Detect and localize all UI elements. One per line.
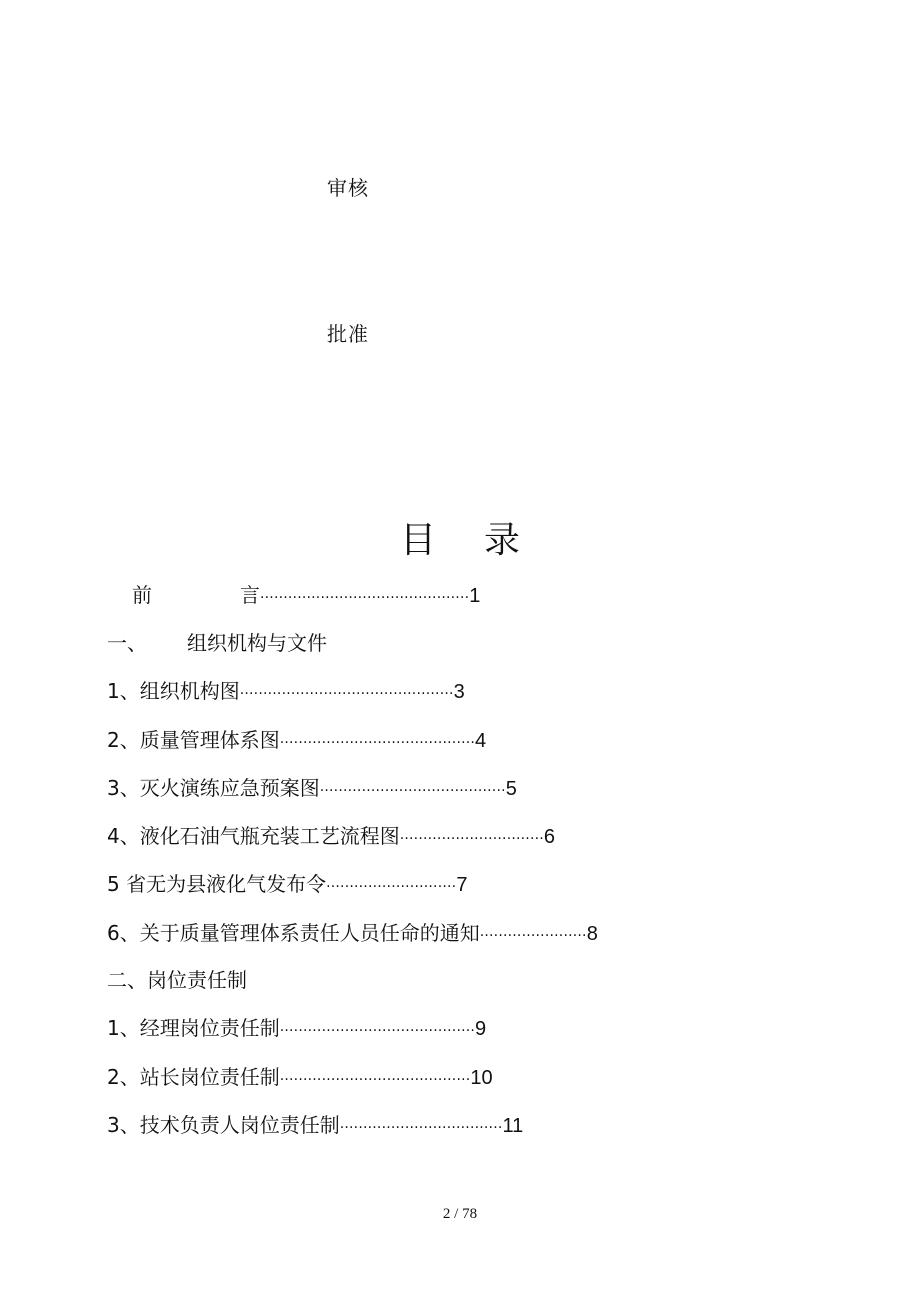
toc-entry-text: 3、灭火演练应急预案图: [107, 776, 320, 800]
approve-label: 批准: [327, 322, 369, 346]
toc-page-number: 1: [469, 585, 481, 607]
toc-leader-dots: ·······················: [479, 928, 587, 944]
section-number: 一、: [107, 631, 147, 655]
toc-leader-dots: ·············································: [260, 590, 470, 606]
toc-page-number: 10: [470, 1067, 493, 1089]
toc-title-left: 目: [399, 520, 436, 561]
toc-entry[interactable]: [107, 1110, 523, 1140]
toc-leader-dots: ········································: [319, 783, 506, 799]
toc-entry[interactable]: [107, 773, 517, 803]
toc-section-heading-1[interactable]: [107, 628, 327, 658]
toc-entry[interactable]: [107, 1062, 493, 1092]
toc-page-number: 4: [475, 730, 487, 752]
toc-entry[interactable]: [107, 725, 486, 755]
section-title: 组织机构与文件: [187, 631, 327, 655]
toc-page-number: 5: [505, 778, 517, 800]
toc-entry-text: 2、站长岗位责任制: [107, 1065, 280, 1089]
toc-entry[interactable]: [107, 821, 555, 851]
toc-page-number: 8: [586, 923, 598, 945]
toc-leader-dots: ··········································: [279, 735, 476, 751]
toc-entry-text: 1、组织机构图: [107, 679, 240, 703]
toc-page-number: 9: [475, 1018, 487, 1040]
toc-entry-text: 4、液化石油气瓶充装工艺流程图: [107, 824, 400, 848]
page-number: 2 / 78: [442, 1206, 478, 1222]
toc-leader-dots: ··············································: [239, 686, 454, 702]
toc-section-heading-2[interactable]: [107, 965, 247, 995]
toc-entry[interactable]: [107, 676, 465, 706]
toc-entry[interactable]: [107, 918, 598, 948]
toc-entry-text: 5 省无为县液化气发布令: [107, 872, 327, 896]
toc-title-right: 录: [484, 520, 521, 561]
toc-entry-text: 6、关于质量管理体系责任人员任命的通知: [107, 921, 480, 945]
toc-entry[interactable]: [107, 1013, 486, 1043]
toc-page-number: 11: [502, 1115, 524, 1137]
section-title: 二、岗位责任制: [107, 968, 247, 992]
toc-leader-dots: ·········································: [279, 1072, 471, 1088]
toc-leader-dots: ····························: [326, 879, 457, 895]
foreword-left: 前: [132, 583, 152, 607]
toc-entry-text: 3、技术负责人岗位责任制: [107, 1113, 340, 1137]
toc-entry[interactable]: [107, 869, 467, 899]
toc-page-number: 3: [453, 681, 465, 703]
toc-leader-dots: ··········································: [279, 1023, 476, 1039]
toc-leader-dots: ·······························: [399, 831, 544, 847]
toc-page-number: 7: [456, 874, 468, 896]
foreword-right: 言: [240, 583, 260, 607]
review-label: 审核: [327, 176, 369, 200]
toc-page-number: 6: [543, 826, 556, 848]
toc-leader-dots: ···································: [339, 1120, 503, 1136]
toc-entry-text: 2、质量管理体系图: [107, 728, 280, 752]
toc-title: [0, 512, 920, 563]
toc-entry-text: 1、经理岗位责任制: [107, 1016, 280, 1040]
toc-entry-foreword[interactable]: [107, 580, 480, 610]
